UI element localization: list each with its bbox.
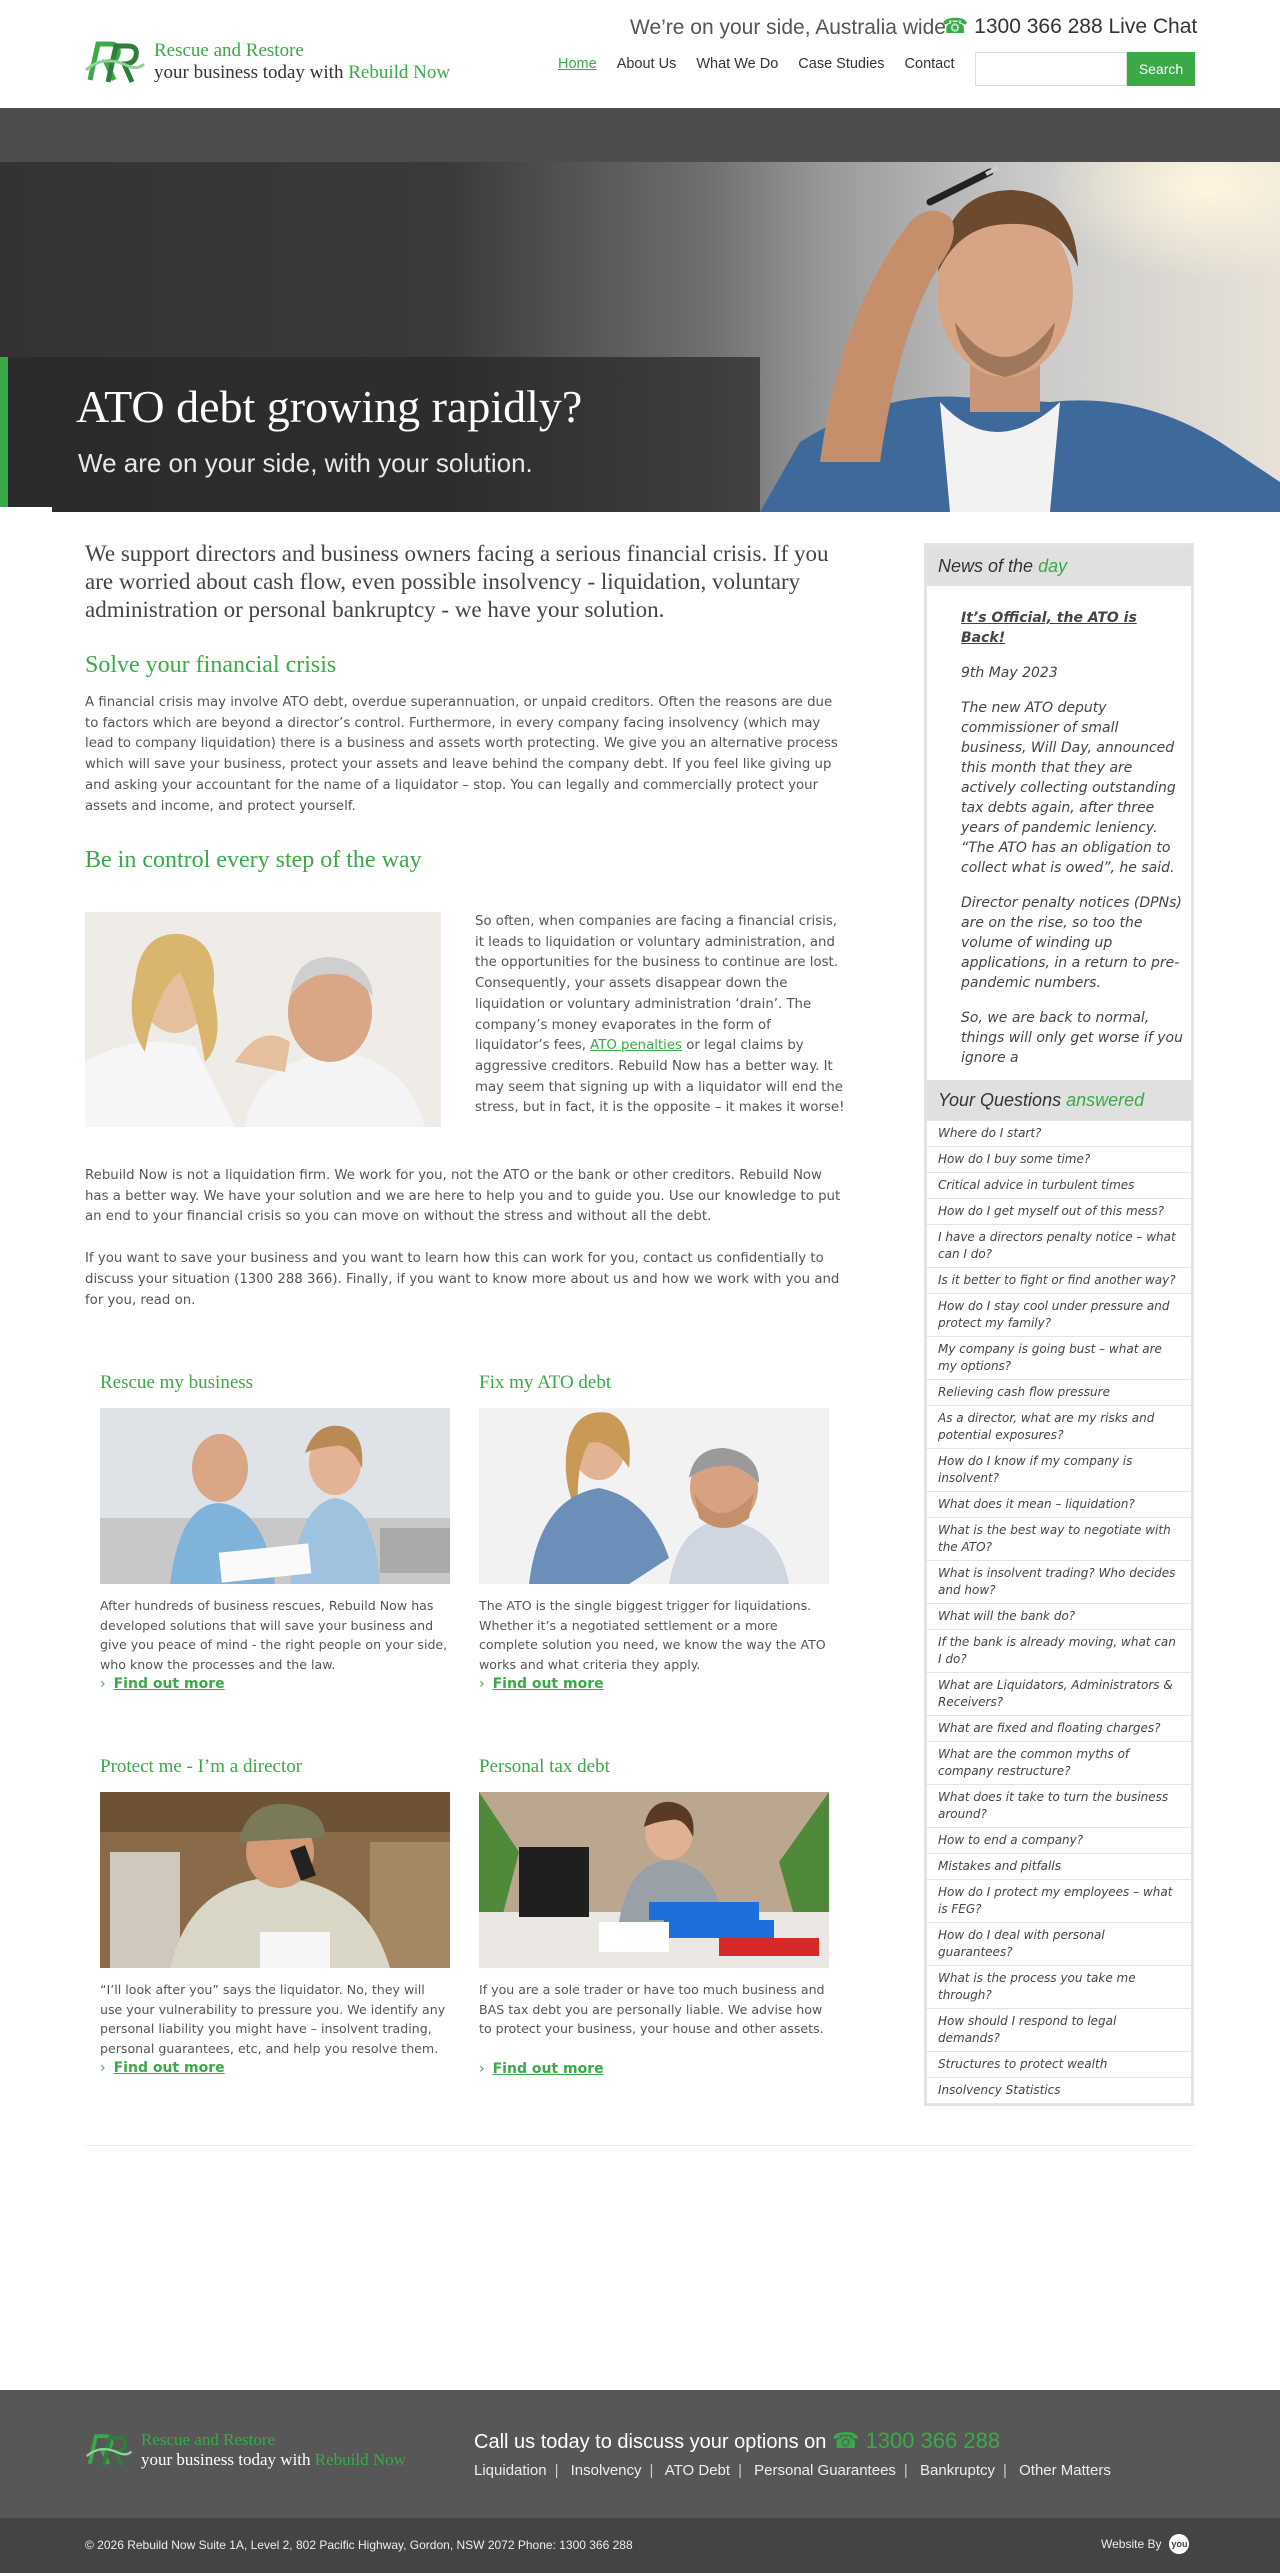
card-text: If you are a sole trader or have too much business and BAS tax debt you are personally liable. We advise how to protect your business, your house and other assets. [479,1982,825,2036]
header-phone[interactable]: ☎ 1300 366 288 Live Chat [942,15,1198,38]
find-out-more-link[interactable]: › Find out more [479,2060,604,2077]
search-input[interactable] [975,52,1127,86]
solve-heading: Solve your financial crisis [85,652,337,678]
question-link[interactable]: How do I buy some time? [927,1146,1191,1172]
top-band [0,108,1280,162]
card-title[interactable]: Protect me - I’m a director [100,1756,303,1777]
question-link[interactable]: How do I get myself out of this mess? [927,1198,1191,1224]
nav-home[interactable]: Home [558,56,597,72]
question-link[interactable]: What are the common myths of company restructure? [927,1741,1191,1784]
copyright-text: © 2026 Rebuild Now Suite 1A, Level 2, 802 Pacific Highway, Gordon, NSW 2072 Phone: 1300 366 288 [85,2538,633,2552]
news-header: News of the day [927,546,1191,586]
control-text: So often, when companies are facing a financial crisis, it leads to liquidation or voluntary administration, and the opportunities for the business to continue are lost. Consequently, your assets disappear down the liquidation or voluntary administration ‘drain’. The company’s money evaporates in the form of liquidator’s fees, ATO penalties or legal claims by aggressive creditors. Rebuild Now has a better way. It may seem that signing up with a liquidator will end the stress, but in fact, it is the opposite – it makes it worse! [475,914,845,1116]
bottom-bar [0,2518,1280,2573]
question-link[interactable]: Insolvency Statistics [927,2077,1191,2103]
logo-icon [84,36,146,88]
question-link[interactable]: What are fixed and floating charges? [927,1715,1191,1741]
question-link[interactable]: As a director, what are my risks and potential exposures? [927,1405,1191,1448]
nav-case-studies[interactable]: Case Studies [798,56,885,72]
news-paragraph: The new ATO deputy commissioner of small business, Will Day, announced this month that they are actively collecting outstanding tax debts again, after three years of pandemic leniency. “The ATO has an obligation to collect what is owed”, he said. [961,700,1176,876]
footer-logo[interactable] [85,2430,406,2470]
tagline: We’re on your side, Australia wide [630,16,946,39]
question-link[interactable]: My company is going bust – what are my options? [927,1336,1191,1379]
news-paragraph: So, we are back to normal, things will only get worse if you ignore a [961,1010,1183,1066]
search-form [975,52,1195,86]
worried-couple-image [100,1408,450,1584]
footer-call: Call us today to discuss your options on ☎ 1300 366 288 [474,2428,1001,2453]
question-link[interactable]: Relieving cash flow pressure [927,1379,1191,1405]
footer-phone[interactable]: ☎ 1300 366 288 [831,2428,1001,2453]
hero-banner [0,162,1280,512]
card-text: After hundreds of business rescues, Rebuild Now has developed solutions that will save your business and give you peace of mind - the right people on your side, who know the processes and the law. [100,1598,448,1672]
news-title-link[interactable]: It’s Official, the ATO is Back! [961,610,1137,646]
live-chat-link[interactable]: Live Chat [1108,15,1198,38]
footer-links: Liquidation | Insolvency | ATO Debt | Personal Guarantees | Bankruptcy | Other Matters [474,2462,1111,2479]
find-out-more-link[interactable]: › Find out more [100,2060,225,2076]
footer-link-other-matters[interactable]: Other Matters [1019,2462,1111,2479]
site-header [0,0,1280,108]
question-link[interactable]: What will the bank do? [927,1603,1191,1629]
nav-contact[interactable]: Contact [904,56,955,72]
question-link[interactable]: How do I stay cool under pressure and protect my family? [927,1293,1191,1336]
main-content [85,540,845,874]
question-link[interactable]: Mistakes and pitfalls [927,1853,1191,1879]
card-text: The ATO is the single biggest trigger for liquidations. Whether it’s a negotiated settlement or a more complete solution you need, we know the way the ATO works and what criteria they apply. [479,1598,826,1672]
search-button[interactable]: Search [1127,52,1195,86]
news-date: 9th May 2023 [961,665,1058,681]
phone-icon: ☎ [831,2428,860,2453]
control-heading: Be in control every step of the way [85,847,422,874]
question-link[interactable]: What does it take to turn the business around? [927,1784,1191,1827]
sidebar [924,543,1194,2106]
footer-link-liquidation[interactable]: Liquidation [474,2462,547,2479]
save-text: If you want to save your business and you want to learn how this can work for you, contact us confidentially to discuss your situation (1300 288 366). Finally, if you want to know more about us and how we work with you and for you, read on. [85,1251,840,1308]
news-panel[interactable] [927,586,1191,1080]
question-link[interactable]: How do I deal with personal guarantees? [927,1922,1191,1965]
phone-icon: ☎ [942,15,969,38]
woman-with-folders-image [479,1792,829,1968]
question-link[interactable]: What is the best way to negotiate with the ATO? [927,1517,1191,1560]
footer-link-insolvency[interactable]: Insolvency [570,2462,642,2479]
question-link[interactable]: Is it better to fight or find another way? [927,1267,1191,1293]
hero-subtitle: We are on your side, with your solution. [78,448,533,478]
news-paragraph: Director penalty notices (DPNs) are on the rise, so too the volume of winding up applications, in a return to pre-pandemic numbers. [961,895,1182,991]
director-on-phone-image [100,1792,450,1968]
question-link[interactable]: How do I protect my employees – what is FEG? [927,1879,1191,1922]
main-nav [558,56,955,72]
hero-slide-indicator[interactable] [0,507,52,512]
chevron-right-icon: › [100,1676,106,1692]
intro-text: We support directors and business owners facing a serious financial crisis. If you are worried about cash flow, even possible insolvency - liquidation, voluntary administration or personal bankruptcy - we have your solution. [85,541,829,622]
content-divider [85,2145,1195,2146]
question-link[interactable]: If the bank is already moving, what can I do? [927,1629,1191,1672]
ato-penalties-link[interactable]: ATO penalties [590,1038,682,1054]
question-link[interactable]: What is insolvent trading? Who decides and how? [927,1560,1191,1603]
footer-link-ato-debt[interactable]: ATO Debt [664,2462,731,2479]
nav-what-we-do[interactable]: What We Do [696,56,779,72]
card-protect-director [100,1756,450,2076]
questions-list [927,1120,1191,2103]
question-link[interactable]: Critical advice in turbulent times [927,1172,1191,1198]
logo-icon [85,2430,133,2470]
couple-illustration [85,912,441,1127]
not-liquidation-text: Rebuild Now is not a liquidation firm. We work for you, not the ATO or the bank or other creditors. Rebuild Now has a better way. We have your solution and we are here to help you and to guide you. Use our knowledge to put an end to your financial crisis so you can move on without the stress and without all the debt. [85,1168,841,1225]
hero-accent-bar [0,357,8,512]
card-text: “I’ll look after you” says the liquidator. No, they will use your vulnerability to pressure you. We identify any personal liability you might have – insolvent trading, personal guarantees, etc, and help you resolve them. [100,1982,446,2056]
couple-image [85,912,441,1127]
website-by[interactable]: Website By you [1101,2534,1189,2554]
footer-link-personal-guarantees[interactable]: Personal Guarantees [754,2462,896,2479]
logo-line1: Rescue and Restore [154,40,304,61]
question-link[interactable]: What is the process you take me through? [927,1965,1191,2008]
card-rescue-business [100,1372,450,1692]
save-phone-link[interactable]: 1300 288 366 [239,1271,333,1287]
agency-logo-icon: you [1169,2534,1189,2554]
control-text-block [475,912,845,1119]
logo-line2: your business today with Rebuild Now [154,62,451,83]
site-logo[interactable] [84,36,450,88]
site-footer [0,2390,1280,2518]
find-out-more-link[interactable]: › Find out more [479,1676,604,1692]
card-personal-tax-debt [479,1756,829,2077]
question-link[interactable]: Where do I start? [927,1120,1191,1146]
question-link[interactable]: How should I respond to legal demands? [927,2008,1191,2051]
question-link[interactable]: Structures to protect wealth [927,2051,1191,2077]
card-fix-ato-debt [479,1372,829,1692]
question-link[interactable]: What does it mean – liquidation? [927,1491,1191,1517]
logo-line1: Rescue and Restore [141,2430,276,2449]
card-title[interactable]: Personal tax debt [479,1756,610,1777]
lower-text [85,1166,845,1311]
card-title[interactable]: Fix my ATO debt [479,1372,612,1393]
stressed-man-image [760,162,1280,512]
question-link[interactable]: How do I know if my company is insolvent? [927,1448,1191,1491]
solve-text: A financial crisis may involve ATO debt, overdue superannuation, or unpaid creditors. Often the reasons are due to factors which are beyond a director’s control. Furthermore, in every company facing insolvency (which may lead to company liquidation) there is a business and assets worth protecting. We give you an alternative process which will save your business, protect your assets and leave behind the company debt. If you feel like giving up and asking your accountant for the name of a liquidator – stop. You can legally and commercially protect your assets and income, and protect yourself. [85,695,838,814]
chevron-right-icon: › [479,2060,485,2077]
question-link[interactable]: I have a directors penalty notice – what can I do? [927,1224,1191,1267]
question-link[interactable]: How to end a company? [927,1827,1191,1853]
consoling-woman-image [479,1408,829,1584]
card-title[interactable]: Rescue my business [100,1372,254,1393]
chevron-right-icon: › [100,2060,106,2076]
find-out-more-link[interactable]: › Find out more [100,1676,225,1692]
question-link[interactable]: What are Liquidators, Administrators & Receivers? [927,1672,1191,1715]
hero-title: ATO debt growing rapidly? [76,381,583,432]
footer-link-bankruptcy[interactable]: Bankruptcy [920,2462,996,2479]
logo-line2: your business today with Rebuild Now [141,2450,406,2469]
questions-header: Your Questions answered [927,1080,1191,1120]
about-us-link[interactable]: about us [570,1271,629,1287]
chevron-right-icon: › [479,1676,485,1692]
nav-about-us[interactable]: About Us [616,56,677,72]
